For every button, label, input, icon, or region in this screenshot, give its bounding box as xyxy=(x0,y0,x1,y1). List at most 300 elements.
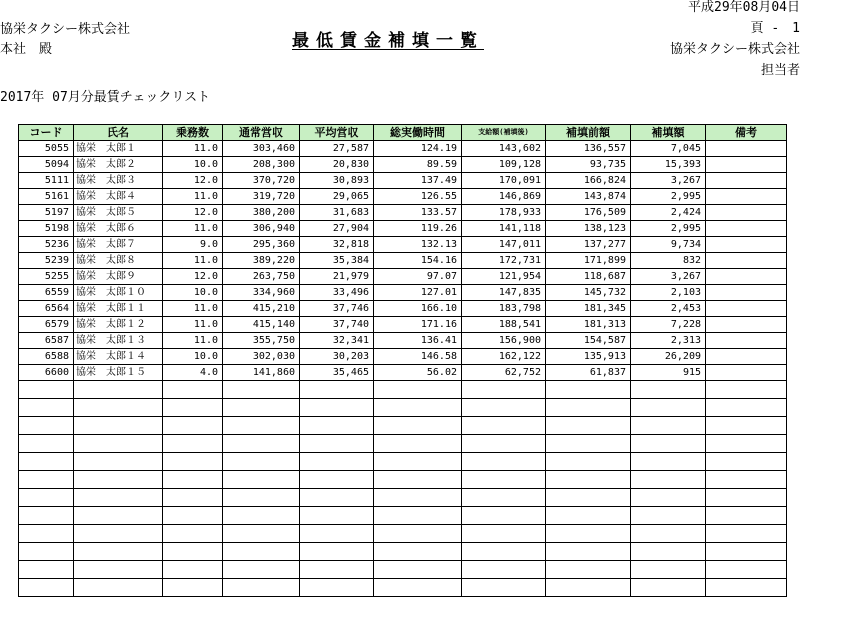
report-subtitle: 2017年 07月分最賃チェックリスト xyxy=(0,90,211,105)
cell-hours: 97.07 xyxy=(374,269,462,285)
addressee: 本社 殿 xyxy=(0,42,53,57)
cell-pre: 136,557 xyxy=(546,141,631,157)
empty-cell xyxy=(74,525,163,543)
empty-cell xyxy=(74,561,163,579)
empty-cell xyxy=(300,579,374,597)
col-header-hours: 総実働時間 xyxy=(374,125,462,141)
empty-cell xyxy=(19,489,74,507)
empty-cell xyxy=(163,525,223,543)
table-header-row xyxy=(19,125,787,141)
empty-cell xyxy=(74,471,163,489)
empty-cell xyxy=(706,381,787,399)
empty-cell xyxy=(223,435,300,453)
cell-note xyxy=(706,221,787,237)
cell-pre: 171,899 xyxy=(546,253,631,269)
cell-fill: 2,995 xyxy=(631,221,706,237)
empty-cell xyxy=(300,453,374,471)
empty-cell xyxy=(462,399,546,417)
empty-cell xyxy=(462,417,546,435)
cell-fill: 26,209 xyxy=(631,349,706,365)
cell-revenue: 141,860 xyxy=(223,365,300,381)
cell-paid: 147,011 xyxy=(462,237,546,253)
cell-shifts: 10.0 xyxy=(163,157,223,173)
empty-cell xyxy=(631,381,706,399)
cell-revenue: 263,750 xyxy=(223,269,300,285)
empty-cell xyxy=(706,543,787,561)
empty-cell xyxy=(223,561,300,579)
col-header-revenue: 通常営収 xyxy=(223,125,300,141)
cell-fill: 2,995 xyxy=(631,189,706,205)
empty-cell xyxy=(374,381,462,399)
cell-note xyxy=(706,237,787,253)
empty-cell xyxy=(374,417,462,435)
empty-cell xyxy=(546,489,631,507)
cell-pre: 145,732 xyxy=(546,285,631,301)
empty-cell xyxy=(706,561,787,579)
cell-code: 6559 xyxy=(19,285,74,301)
table-row xyxy=(19,285,787,301)
cell-pre: 93,735 xyxy=(546,157,631,173)
cell-pre: 166,824 xyxy=(546,173,631,189)
page-number: 頁 - 1 xyxy=(750,21,800,36)
empty-cell xyxy=(74,381,163,399)
cell-revenue: 355,750 xyxy=(223,333,300,349)
empty-cell xyxy=(223,417,300,435)
cell-name: 協栄 太郎６ xyxy=(74,221,163,237)
empty-cell xyxy=(706,471,787,489)
cell-hours: 126.55 xyxy=(374,189,462,205)
table-row xyxy=(19,349,787,365)
cell-shifts: 11.0 xyxy=(163,253,223,269)
empty-row xyxy=(19,399,787,417)
cell-paid: 172,731 xyxy=(462,253,546,269)
cell-avg: 35,384 xyxy=(300,253,374,269)
cell-pre: 181,345 xyxy=(546,301,631,317)
cell-code: 5111 xyxy=(19,173,74,189)
table-row xyxy=(19,365,787,381)
empty-cell xyxy=(374,489,462,507)
cell-name: 協栄 太郎９ xyxy=(74,269,163,285)
person-in-charge-label: 担当者 xyxy=(760,63,800,78)
empty-cell xyxy=(19,417,74,435)
empty-cell xyxy=(300,561,374,579)
empty-cell xyxy=(631,435,706,453)
empty-cell xyxy=(19,561,74,579)
cell-hours: 133.57 xyxy=(374,205,462,221)
empty-cell xyxy=(546,381,631,399)
cell-pre: 118,687 xyxy=(546,269,631,285)
empty-cell xyxy=(19,435,74,453)
cell-hours: 124.19 xyxy=(374,141,462,157)
cell-fill: 2,103 xyxy=(631,285,706,301)
cell-fill: 3,267 xyxy=(631,269,706,285)
empty-cell xyxy=(374,543,462,561)
cell-shifts: 11.0 xyxy=(163,189,223,205)
cell-fill: 7,228 xyxy=(631,317,706,333)
cell-hours: 171.16 xyxy=(374,317,462,333)
cell-revenue: 415,210 xyxy=(223,301,300,317)
col-header-paid: 支給額(補填後) xyxy=(462,125,546,141)
cell-shifts: 9.0 xyxy=(163,237,223,253)
col-header-note: 備考 xyxy=(706,125,787,141)
cell-avg: 30,203 xyxy=(300,349,374,365)
empty-cell xyxy=(223,471,300,489)
empty-cell xyxy=(546,435,631,453)
empty-row xyxy=(19,471,787,489)
empty-cell xyxy=(462,489,546,507)
empty-cell xyxy=(19,507,74,525)
empty-cell xyxy=(19,381,74,399)
empty-cell xyxy=(546,399,631,417)
cell-avg: 21,979 xyxy=(300,269,374,285)
cell-avg: 32,818 xyxy=(300,237,374,253)
cell-name: 協栄 太郎１ xyxy=(74,141,163,157)
table-row xyxy=(19,141,787,157)
cell-shifts: 11.0 xyxy=(163,141,223,157)
empty-cell xyxy=(223,453,300,471)
empty-cell xyxy=(223,579,300,597)
col-header-pre-fill: 補填前額 xyxy=(546,125,631,141)
empty-cell xyxy=(300,543,374,561)
empty-cell xyxy=(374,399,462,417)
cell-pre: 61,837 xyxy=(546,365,631,381)
empty-row xyxy=(19,453,787,471)
empty-row xyxy=(19,435,787,453)
empty-cell xyxy=(300,471,374,489)
cell-revenue: 380,200 xyxy=(223,205,300,221)
empty-cell xyxy=(631,507,706,525)
empty-cell xyxy=(163,453,223,471)
empty-cell xyxy=(706,435,787,453)
empty-cell xyxy=(300,381,374,399)
empty-cell xyxy=(223,381,300,399)
empty-cell xyxy=(631,471,706,489)
cell-hours: 119.26 xyxy=(374,221,462,237)
cell-code: 5055 xyxy=(19,141,74,157)
cell-revenue: 415,140 xyxy=(223,317,300,333)
empty-cell xyxy=(300,507,374,525)
cell-fill: 9,734 xyxy=(631,237,706,253)
cell-name: 協栄 太郎１０ xyxy=(74,285,163,301)
cell-revenue: 295,360 xyxy=(223,237,300,253)
empty-cell xyxy=(223,507,300,525)
table-row xyxy=(19,269,787,285)
cell-hours: 136.41 xyxy=(374,333,462,349)
cell-code: 5197 xyxy=(19,205,74,221)
empty-cell xyxy=(163,399,223,417)
col-header-fill-amount: 補填額 xyxy=(631,125,706,141)
cell-avg: 27,904 xyxy=(300,221,374,237)
empty-cell xyxy=(462,561,546,579)
cell-name: 協栄 太郎８ xyxy=(74,253,163,269)
cell-fill: 7,045 xyxy=(631,141,706,157)
cell-revenue: 208,300 xyxy=(223,157,300,173)
cell-shifts: 11.0 xyxy=(163,333,223,349)
empty-cell xyxy=(462,525,546,543)
table-row xyxy=(19,189,787,205)
report-title: 最低賃金補填一覧 xyxy=(292,31,484,51)
empty-cell xyxy=(462,507,546,525)
empty-cell xyxy=(374,435,462,453)
cell-code: 5094 xyxy=(19,157,74,173)
cell-pre: 181,313 xyxy=(546,317,631,333)
cell-code: 5198 xyxy=(19,221,74,237)
empty-cell xyxy=(546,579,631,597)
cell-avg: 37,746 xyxy=(300,301,374,317)
cell-paid: 188,541 xyxy=(462,317,546,333)
cell-paid: 141,118 xyxy=(462,221,546,237)
col-header-code: コード xyxy=(19,125,74,141)
cell-paid: 178,933 xyxy=(462,205,546,221)
empty-cell xyxy=(546,525,631,543)
cell-note xyxy=(706,141,787,157)
cell-hours: 146.58 xyxy=(374,349,462,365)
cell-paid: 146,869 xyxy=(462,189,546,205)
empty-cell xyxy=(74,435,163,453)
empty-cell xyxy=(546,507,631,525)
cell-revenue: 389,220 xyxy=(223,253,300,269)
empty-cell xyxy=(631,543,706,561)
empty-cell xyxy=(374,561,462,579)
cell-revenue: 306,940 xyxy=(223,221,300,237)
cell-paid: 62,752 xyxy=(462,365,546,381)
cell-paid: 170,091 xyxy=(462,173,546,189)
cell-paid: 147,835 xyxy=(462,285,546,301)
empty-cell xyxy=(74,489,163,507)
empty-cell xyxy=(462,471,546,489)
cell-avg: 27,587 xyxy=(300,141,374,157)
cell-fill: 2,313 xyxy=(631,333,706,349)
cell-pre: 137,277 xyxy=(546,237,631,253)
cell-paid: 183,798 xyxy=(462,301,546,317)
cell-avg: 37,740 xyxy=(300,317,374,333)
cell-revenue: 319,720 xyxy=(223,189,300,205)
empty-row xyxy=(19,525,787,543)
empty-cell xyxy=(546,543,631,561)
empty-cell xyxy=(462,579,546,597)
col-header-avg-revenue: 平均営収 xyxy=(300,125,374,141)
empty-cell xyxy=(546,417,631,435)
empty-cell xyxy=(706,489,787,507)
empty-cell xyxy=(374,525,462,543)
cell-paid: 162,122 xyxy=(462,349,546,365)
cell-hours: 166.10 xyxy=(374,301,462,317)
cell-shifts: 11.0 xyxy=(163,317,223,333)
cell-hours: 89.59 xyxy=(374,157,462,173)
cell-hours: 154.16 xyxy=(374,253,462,269)
cell-paid: 143,602 xyxy=(462,141,546,157)
empty-cell xyxy=(546,471,631,489)
cell-note xyxy=(706,285,787,301)
cell-code: 6579 xyxy=(19,317,74,333)
cell-pre: 135,913 xyxy=(546,349,631,365)
empty-row xyxy=(19,489,787,507)
empty-cell xyxy=(706,399,787,417)
cell-note xyxy=(706,365,787,381)
cell-fill: 2,424 xyxy=(631,205,706,221)
cell-code: 5161 xyxy=(19,189,74,205)
empty-cell xyxy=(706,453,787,471)
empty-cell xyxy=(546,561,631,579)
cell-note xyxy=(706,317,787,333)
empty-cell xyxy=(462,543,546,561)
empty-cell xyxy=(706,507,787,525)
empty-cell xyxy=(163,543,223,561)
table-row xyxy=(19,253,787,269)
empty-cell xyxy=(74,579,163,597)
cell-name: 協栄 太郎１５ xyxy=(74,365,163,381)
empty-row xyxy=(19,543,787,561)
col-header-name: 氏名 xyxy=(74,125,163,141)
cell-note xyxy=(706,157,787,173)
company-name-left: 協栄タクシー株式会社 xyxy=(0,22,131,37)
empty-cell xyxy=(19,579,74,597)
empty-cell xyxy=(223,543,300,561)
cell-shifts: 11.0 xyxy=(163,221,223,237)
table-row xyxy=(19,173,787,189)
cell-fill: 832 xyxy=(631,253,706,269)
empty-cell xyxy=(300,489,374,507)
cell-name: 協栄 太郎１４ xyxy=(74,349,163,365)
empty-cell xyxy=(163,381,223,399)
cell-name: 協栄 太郎４ xyxy=(74,189,163,205)
cell-shifts: 12.0 xyxy=(163,205,223,221)
cell-shifts: 10.0 xyxy=(163,285,223,301)
table-row xyxy=(19,221,787,237)
cell-paid: 121,954 xyxy=(462,269,546,285)
empty-cell xyxy=(163,561,223,579)
empty-cell xyxy=(546,453,631,471)
empty-cell xyxy=(462,453,546,471)
empty-cell xyxy=(19,453,74,471)
empty-cell xyxy=(706,579,787,597)
empty-cell xyxy=(300,417,374,435)
cell-name: 協栄 太郎２ xyxy=(74,157,163,173)
empty-cell xyxy=(19,399,74,417)
empty-cell xyxy=(631,525,706,543)
cell-shifts: 10.0 xyxy=(163,349,223,365)
print-date: 平成29年08月04日 xyxy=(688,0,800,15)
cell-note xyxy=(706,301,787,317)
cell-fill: 2,453 xyxy=(631,301,706,317)
empty-cell xyxy=(19,471,74,489)
cell-pre: 143,874 xyxy=(546,189,631,205)
empty-cell xyxy=(706,525,787,543)
cell-avg: 29,065 xyxy=(300,189,374,205)
empty-cell xyxy=(74,543,163,561)
cell-avg: 30,893 xyxy=(300,173,374,189)
empty-row xyxy=(19,507,787,525)
cell-note xyxy=(706,173,787,189)
cell-hours: 137.49 xyxy=(374,173,462,189)
cell-avg: 20,830 xyxy=(300,157,374,173)
cell-hours: 56.02 xyxy=(374,365,462,381)
cell-fill: 15,393 xyxy=(631,157,706,173)
table-row xyxy=(19,205,787,221)
cell-note xyxy=(706,253,787,269)
empty-cell xyxy=(374,579,462,597)
empty-cell xyxy=(74,507,163,525)
cell-fill: 915 xyxy=(631,365,706,381)
empty-row xyxy=(19,579,787,597)
empty-row xyxy=(19,417,787,435)
cell-note xyxy=(706,205,787,221)
empty-cell xyxy=(374,471,462,489)
cell-avg: 33,496 xyxy=(300,285,374,301)
empty-cell xyxy=(631,489,706,507)
cell-name: 協栄 太郎７ xyxy=(74,237,163,253)
cell-paid: 156,900 xyxy=(462,333,546,349)
cell-code: 5255 xyxy=(19,269,74,285)
cell-avg: 32,341 xyxy=(300,333,374,349)
cell-shifts: 11.0 xyxy=(163,301,223,317)
empty-cell xyxy=(74,399,163,417)
empty-cell xyxy=(19,543,74,561)
empty-cell xyxy=(223,489,300,507)
cell-name: 協栄 太郎３ xyxy=(74,173,163,189)
cell-name: 協栄 太郎１３ xyxy=(74,333,163,349)
cell-revenue: 334,960 xyxy=(223,285,300,301)
minimum-wage-table xyxy=(18,124,787,597)
empty-cell xyxy=(631,561,706,579)
empty-cell xyxy=(163,417,223,435)
empty-cell xyxy=(706,417,787,435)
cell-revenue: 303,460 xyxy=(223,141,300,157)
empty-row xyxy=(19,381,787,399)
table-row xyxy=(19,301,787,317)
empty-cell xyxy=(163,435,223,453)
empty-cell xyxy=(163,489,223,507)
cell-code: 5236 xyxy=(19,237,74,253)
empty-cell xyxy=(631,453,706,471)
cell-name: 協栄 太郎５ xyxy=(74,205,163,221)
cell-avg: 31,683 xyxy=(300,205,374,221)
company-name-right: 協栄タクシー株式会社 xyxy=(669,42,800,57)
table-row xyxy=(19,157,787,173)
table-row xyxy=(19,317,787,333)
empty-cell xyxy=(74,453,163,471)
cell-pre: 138,123 xyxy=(546,221,631,237)
empty-row xyxy=(19,561,787,579)
cell-fill: 3,267 xyxy=(631,173,706,189)
cell-revenue: 302,030 xyxy=(223,349,300,365)
cell-shifts: 4.0 xyxy=(163,365,223,381)
cell-note xyxy=(706,349,787,365)
table-row xyxy=(19,333,787,349)
cell-code: 6588 xyxy=(19,349,74,365)
cell-avg: 35,465 xyxy=(300,365,374,381)
cell-name: 協栄 太郎１２ xyxy=(74,317,163,333)
cell-hours: 127.01 xyxy=(374,285,462,301)
cell-name: 協栄 太郎１１ xyxy=(74,301,163,317)
cell-code: 5239 xyxy=(19,253,74,269)
empty-cell xyxy=(300,525,374,543)
cell-pre: 176,509 xyxy=(546,205,631,221)
empty-cell xyxy=(223,399,300,417)
empty-cell xyxy=(631,399,706,417)
empty-cell xyxy=(163,507,223,525)
empty-cell xyxy=(462,435,546,453)
cell-note xyxy=(706,189,787,205)
cell-code: 6564 xyxy=(19,301,74,317)
cell-shifts: 12.0 xyxy=(163,269,223,285)
col-header-shifts: 乗務数 xyxy=(163,125,223,141)
empty-cell xyxy=(74,417,163,435)
empty-cell xyxy=(462,381,546,399)
empty-cell xyxy=(631,579,706,597)
cell-code: 6587 xyxy=(19,333,74,349)
cell-hours: 132.13 xyxy=(374,237,462,253)
